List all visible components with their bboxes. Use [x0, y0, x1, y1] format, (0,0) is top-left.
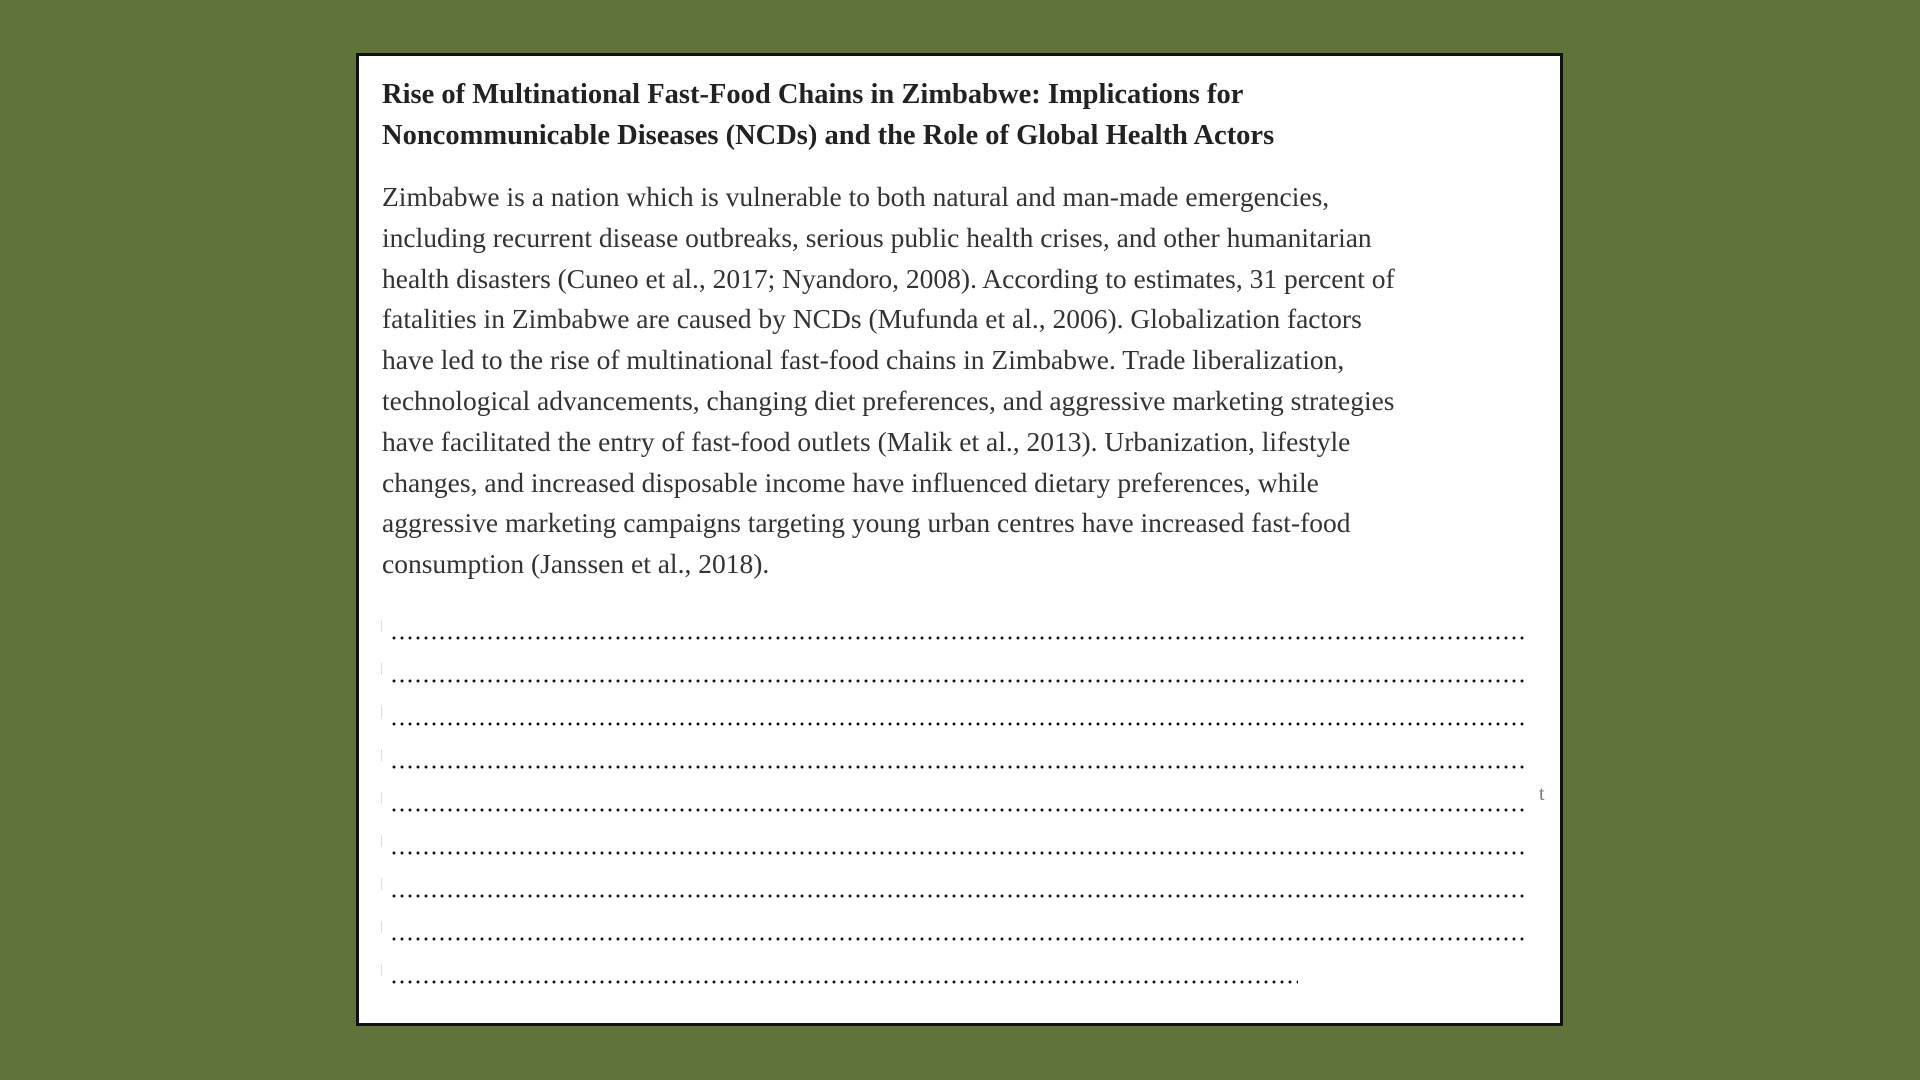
- body-line: have led to the rise of multinational fast-food chains in Zimbabwe. Trade liberalization,: [382, 344, 1345, 376]
- margin-mark: [381, 964, 382, 976]
- margin-mark: [381, 749, 382, 761]
- clipped-glyph: t: [1539, 783, 1545, 805]
- document-card: [356, 53, 1563, 1026]
- margin-mark: [381, 706, 382, 718]
- margin-mark: [381, 792, 382, 804]
- body-line: consumption (Janssen et al., 2018).: [382, 548, 770, 580]
- margin-mark: [381, 835, 382, 847]
- title-line-2: Noncommunicable Diseases (NCDs) and the Role of Global Health Actors: [382, 120, 1275, 151]
- title-line-1: Rise of Multinational Fast-Food Chains in Zimbabwe: Implications for: [382, 79, 1244, 110]
- dotted-line: [390, 937, 1528, 941]
- body-paragraph: [382, 177, 1552, 585]
- margin-mark: [381, 921, 382, 933]
- dotted-line: [390, 980, 1298, 984]
- margin-mark: [381, 878, 382, 890]
- body-line: technological advancements, changing diet preferences, and aggressive marketing strategies: [382, 384, 1395, 416]
- dotted-line: [390, 851, 1528, 855]
- body-line: including recurrent disease outbreaks, serious public health crises, and other humanitarian: [382, 221, 1372, 253]
- margin-mark: [381, 620, 382, 632]
- body-line: aggressive marketing campaigns targeting young urban centres have increased fast-food: [382, 507, 1351, 539]
- body-line: changes, and increased disposable income have influenced dietary preferences, while: [382, 466, 1319, 498]
- dotted-line: [390, 636, 1528, 640]
- body-line: fatalities in Zimbabwe are caused by NCDs (Mufunda et al., 2006). Globalization factors: [382, 303, 1362, 335]
- body-line: have facilitated the entry of fast-food outlets (Malik et al., 2013). Urbanization, lifestyle: [382, 425, 1351, 457]
- body-line: Zimbabwe is a nation which is vulnerable to both natural and man-made emergencies,: [382, 181, 1330, 212]
- dotted-line: [390, 722, 1528, 726]
- dotted-line: [390, 679, 1528, 683]
- dotted-line: [390, 808, 1528, 812]
- dotted-line: [390, 765, 1528, 769]
- body-line: health disasters (Cuneo et al., 2017; Nyandoro, 2008). According to estimates, 31 percent of: [382, 262, 1395, 294]
- document-title: [382, 74, 1542, 156]
- dotted-line: [390, 894, 1528, 898]
- margin-mark: [381, 663, 382, 675]
